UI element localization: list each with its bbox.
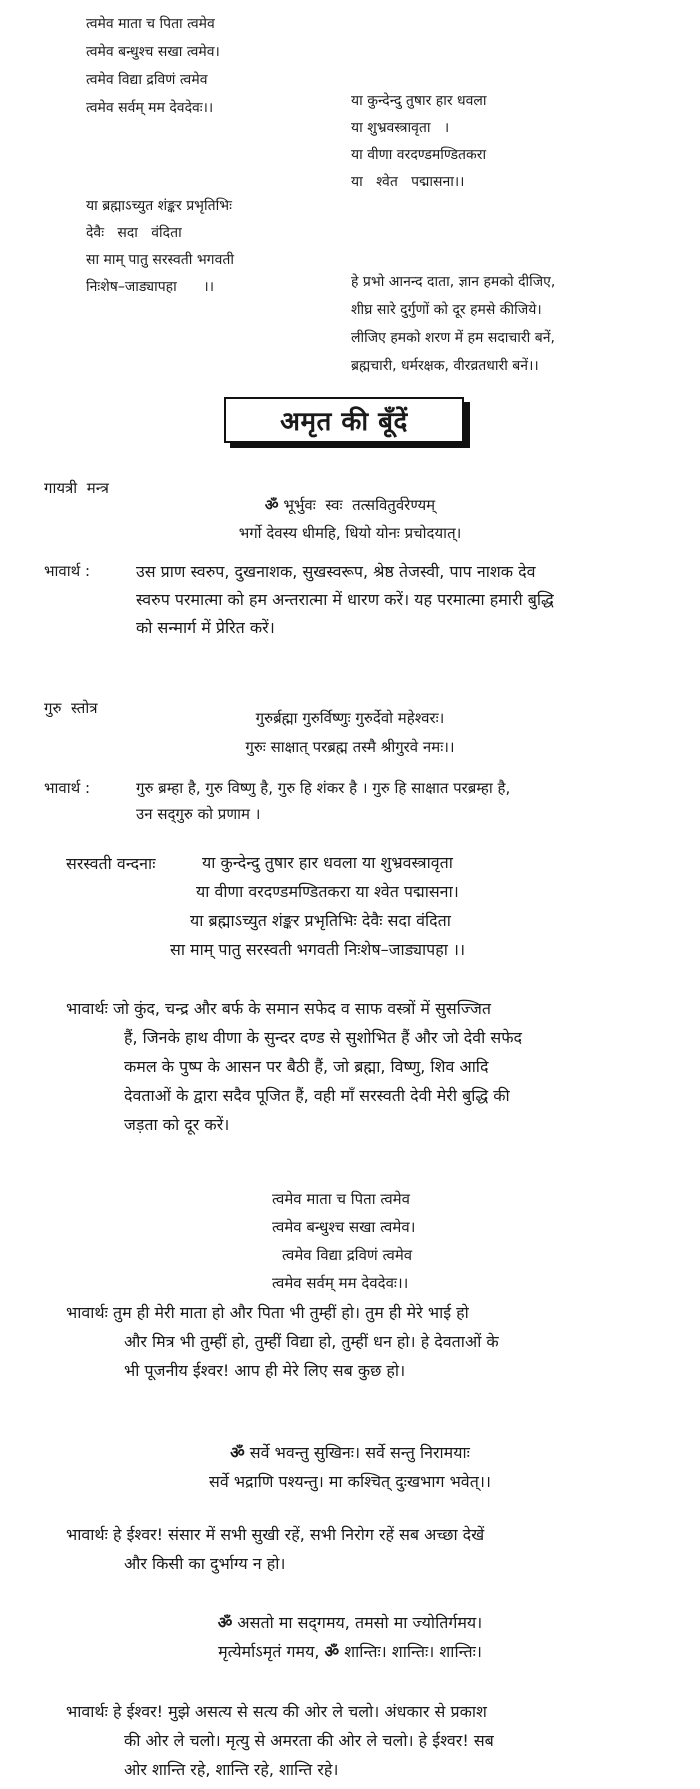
stanza-line: त्वमेव विद्या द्रविणं त्वमेव <box>86 72 208 88</box>
prayer-stanza <box>351 268 555 380</box>
meaning-line: भावार्थः जो कुंद, चन्द्र और बर्फ के समान सफेद व साफ वस्त्रों में सुसज्जित <box>66 999 492 1018</box>
asato-meaning <box>66 1697 494 1784</box>
asato-mantra <box>0 1608 700 1666</box>
mantra-line <box>0 1608 700 1637</box>
om-symbol: ॐ <box>217 1613 233 1632</box>
stanza-line: सा माम् पातु सरस्वती भगवती <box>86 252 234 268</box>
meaning-label: भावार्थः <box>66 999 108 1018</box>
stanza-line: या वीणा वरदण्डमण्डितकरा <box>351 147 487 163</box>
meaning-line: और मित्र भी तुम्हीं हो, तुम्हीं विद्या हो, तुम्हीं धन हो। हे देवताओं के <box>124 1332 499 1351</box>
stanza-line: या कुन्देन्दु तुषार हार धवला <box>351 93 487 109</box>
twameva-stanza <box>272 1185 415 1297</box>
saraswati-vandana <box>0 848 700 964</box>
meaning-line: ओर शान्ति रहे, शान्ति रहे, शान्ति रहे। <box>124 1760 339 1779</box>
twameva-meaning <box>66 1298 499 1385</box>
stanza-line: देवैः सदा वंदिता <box>86 225 182 241</box>
vandana-line: या ब्रह्माऽच्युत शंङ्कर प्रभृतिभिः देवैः सदा वंदिता <box>190 911 451 930</box>
vandana-line: या कुन्देन्दु तुषार हार धवला या शुभ्रवस्त्रावृता <box>202 853 453 872</box>
mantra-line: मृत्येर्माऽमृतं गमय, ॐ शान्तिः। शान्तिः। शान्तिः। <box>218 1642 482 1661</box>
stanza-line: निःशेष–जाड्यापहा ।। <box>86 279 215 295</box>
stanza-line: या श्वेत पद्मासना।। <box>351 174 465 190</box>
meaning-line: गुरु ब्रम्हा है, गुरु विष्णु है, गुरु हि शंकर है । गुरु हि साक्षात परब्रम्हा है, <box>136 779 511 797</box>
meaning-line: भावार्थः हे ईश्वर! मुझे असत्य से सत्य की ओर ले चलो। अंधकार से प्रकाश <box>66 1702 487 1721</box>
meaning-line: कमल के पुष्प के आसन पर बैठी हैं, जो ब्रह्मा, विष्णु, शिव आदि <box>124 1057 489 1076</box>
guru-stotra <box>0 704 700 762</box>
stanza-line: त्वमेव विद्या द्रविणं त्वमेव <box>282 1246 413 1264</box>
om-symbol: ॐ <box>264 496 279 514</box>
mantra-line: भर्गो देवस्य धीमहि, धियो योनः प्रचोदयात्। <box>238 524 462 542</box>
saraswati-label: सरस्वती वन्दनाः <box>66 854 156 873</box>
meaning-line: को सन्मार्ग में प्रेरित करें। <box>136 618 275 637</box>
meaning-line: स्वरुप परमात्मा को हम अन्तरात्मा में धारण करें। यह परमात्मा हमारी बुद्धि <box>136 590 554 609</box>
stotra-line: गुरुर्ब्रह्मा गुरुर्विष्णुः गुरुर्देवो महेश्वरः। <box>255 709 445 727</box>
gayatri-mantra <box>0 491 700 547</box>
stanza-line: हे प्रभो आनन्द दाता, ज्ञान हमको दीजिए, <box>351 274 556 290</box>
stanza-line: लीजिए हमको शरण में हम सदाचारी बनें, <box>351 330 555 346</box>
saraswati-meaning <box>66 994 522 1139</box>
guru-label: गुरु स्तोत्र <box>44 699 98 717</box>
om-symbol: ॐ <box>230 1443 245 1462</box>
stanza-line: त्वमेव बन्धुश्च सखा त्वमेव। <box>86 44 220 60</box>
stanza-line: त्वमेव माता च पिता त्वमेव <box>86 16 215 32</box>
stotra-line: गुरुः साक्षात् परब्रह्म तस्मै श्रीगुरवे नमः।। <box>245 738 455 756</box>
mantra-text: भूर्भुवः स्वः तत्सवितुर्वरेण्यम् <box>278 496 436 514</box>
gayatri-label: गायत्री मन्त्र <box>44 479 109 497</box>
vandana-line: सा माम् पातु सरस्वती भगवती निःशेष–जाड्यापहा ।। <box>170 940 466 959</box>
mantra-line: सर्वे भद्राणि पश्यन्तु। मा कश्चित् दुःखभाग भवेत्।। <box>209 1472 491 1491</box>
meaning-label: भावार्थः <box>66 1525 108 1544</box>
meaning-line: भावार्थः तुम ही मेरी माता हो और पिता भी तुम्हीं हो। तुम ही मेरे भाई हो <box>66 1303 469 1322</box>
meaning-line: देवताओं के द्वारा सदैव पूजित हैं, वही माँ सरस्वती देवी मेरी बुद्धि की <box>124 1086 510 1105</box>
stanza-line: त्वमेव सर्वम् मम देवदेवः।। <box>86 100 214 116</box>
meaning-line: जड़ता को दूर करें। <box>124 1115 230 1134</box>
vandana-line: या वीणा वरदण्डमण्डितकरा या श्वेत पद्मासना। <box>196 882 459 901</box>
mantra-text: सर्वे भवन्तु सुखिनः। सर्वे सन्तु निरामयाः <box>244 1443 470 1462</box>
meaning-line: हैं, जिनके हाथ वीणा के सुन्दर दण्ड से सुशोभित हैं और जो देवी सफेद <box>124 1028 523 1047</box>
stanza-line: या शुभ्रवस्त्रावृता । <box>351 120 450 136</box>
mantra-line <box>0 491 700 519</box>
mantra-line <box>0 1438 700 1467</box>
meaning-line: भी पूजनीय ईश्वर! आप ही मेरे लिए सब कुछ हो। <box>124 1361 406 1380</box>
sarve-meaning <box>66 1520 484 1578</box>
om-symbol: ॐ <box>324 1642 340 1661</box>
meaning-label: भावार्थः <box>66 1702 108 1721</box>
top-right-stanza <box>351 88 487 196</box>
top-left-stanza <box>86 10 220 122</box>
stanza-line: शीघ्र सारे दुर्गुणों को दूर हमसे कीजिये। <box>351 302 542 318</box>
title-box <box>224 397 464 443</box>
meaning-label: भावार्थ : <box>44 562 91 580</box>
gayatri-meaning <box>136 558 676 642</box>
sarve-mantra <box>0 1438 700 1496</box>
stanza-line: ब्रह्मचारी, धर्मरक्षक, वीरव्रतधारी बनें।। <box>351 358 539 374</box>
stanza-line: त्वमेव माता च पिता त्वमेव <box>272 1190 410 1208</box>
meaning-line: उस प्राण स्वरुप, दुखनाशक, सुखस्वरूप, श्रेष्ठ तेजस्वी, पाप नाशक देव <box>136 562 536 581</box>
meaning-line: और किसी का दुर्भाग्य न हो। <box>124 1554 286 1573</box>
guru-meaning <box>136 775 510 827</box>
meaning-label: भावार्थः <box>66 1303 108 1322</box>
meaning-line: भावार्थः हे ईश्वर! संसार में सभी सुखी रहें, सभी निरोग रहें सब अच्छा देखें <box>66 1525 485 1544</box>
meaning-line: उन सद्‌गुरु को प्रणाम । <box>136 805 261 823</box>
mid-left-stanza <box>86 193 234 301</box>
stanza-line: या ब्रह्माऽच्युत शंङ्कर प्रभृतिभिः <box>86 198 232 214</box>
meaning-line: की ओर ले चलो। मृत्यु से अमरता की ओर ले चलो। हे ईश्वर! सब <box>124 1731 494 1750</box>
stanza-line: त्वमेव सर्वम् मम देवदेवः।। <box>272 1274 409 1292</box>
meaning-label: भावार्थ : <box>44 779 91 797</box>
stanza-line: त्वमेव बन्धुश्च सखा त्वमेव। <box>272 1218 416 1236</box>
mantra-text: असतो मा सद्‌गमय, तमसो मा ज्योतिर्गमय। <box>232 1613 483 1632</box>
page-title: अमृत की बूँदें <box>280 407 408 437</box>
